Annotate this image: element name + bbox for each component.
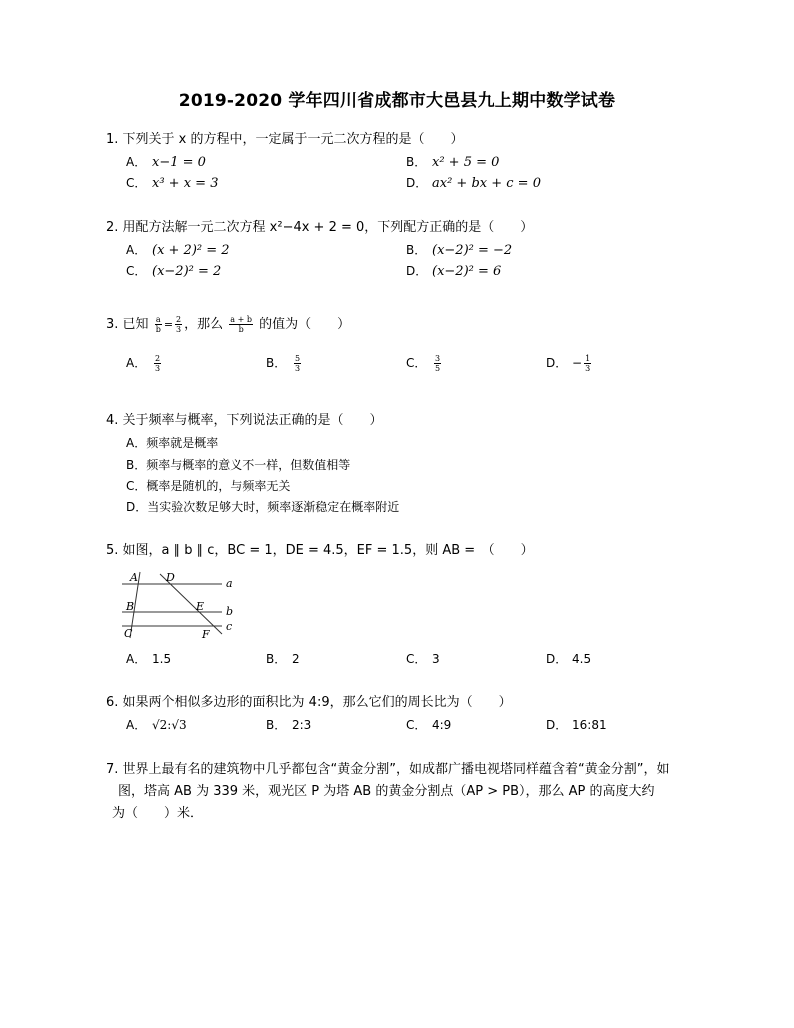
parallel-lines-figure: [118, 568, 248, 644]
question-4-option-c: C．概率是随机的，与频率无关: [126, 479, 291, 493]
question-3-option-b: B． $\frac{5}{3}$: [266, 354, 301, 373]
question-2-option-c: C． (x−2)² = 2: [126, 264, 222, 279]
question-7-stem: [106, 759, 706, 825]
question-7-line-1: 7. 世界上最有名的建筑物中几乎都包含“黄金分割”，如成都广播电视塔同样蕴含着“黄金分割”，如: [106, 762, 670, 777]
question-1-option-c: C． x³ + x = 3: [126, 176, 219, 191]
label-a: a: [226, 577, 233, 590]
label-C: C: [124, 627, 133, 640]
question-1-option-d: D． ax² + bx + c = 0: [406, 176, 541, 191]
label-F: F: [202, 628, 210, 640]
question-3-option-d: D． − $\frac{1}{3}$: [546, 354, 591, 373]
label-B: B: [126, 600, 135, 613]
question-2-stem: 2. 用配方法解一元二次方程 x²−4x + 2 = 0，下列配方正确的是（ ）: [106, 220, 534, 235]
question-4-option-b: B．频率与概率的意义不一样，但数值相等: [126, 458, 351, 472]
question-1-stem: 1. 下列关于 x 的方程中，一定属于一元二次方程的是（ ）: [106, 132, 464, 147]
label-c: c: [226, 620, 233, 633]
question-5-option-a: A． 1.5: [126, 652, 172, 666]
question-5-option-d: D． 4.5: [546, 652, 592, 666]
question-6-option-a: A． √2:√3: [126, 718, 187, 732]
question-6-option-b: B． 2:3: [266, 718, 312, 732]
parallel-lines-diagram: [118, 568, 248, 640]
question-1-option-b: B． x² + 5 = 0: [406, 155, 500, 170]
label-D: D: [166, 571, 175, 584]
label-A: A: [130, 571, 138, 584]
question-7-line-2: 图，塔高 AB 为 339 米，观光区 P 为塔 AB 的黄金分割点（AP > PB），那么 AP 的高度大约: [118, 784, 655, 799]
question-3-option-c: C． $\frac{3}{5}$: [406, 354, 441, 373]
question-4-stem: 4. 关于频率与概率，下列说法正确的是（ ）: [106, 413, 383, 428]
question-4-option-d: D．当实验次数足够大时，频率逐渐稳定在概率附近: [126, 500, 400, 514]
question-5-stem: 5. 如图，a ∥ b ∥ c，BC = 1，DE = 4.5，EF = 1.5，则 AB = （ ）: [106, 543, 534, 558]
question-7-line-3: 为（ ）米．: [112, 806, 204, 821]
question-5-option-c: C． 3: [406, 652, 440, 666]
question-4-option-a: A．频率就是概率: [126, 436, 219, 450]
given-fraction-left: $\frac{a}{b}$: [155, 315, 161, 334]
question-5-option-b: B． 2: [266, 652, 300, 666]
question-2-option-b: B． (x−2)² = −2: [406, 243, 513, 258]
question-6-option-d: D． 16:81: [546, 718, 607, 732]
label-b: b: [226, 605, 234, 618]
question-2-option-a: A． (x + 2)² = 2: [126, 243, 230, 258]
asked-fraction: $\frac{a + b}{b}$: [230, 315, 252, 334]
page-title: 2019-2020 学年四川省成都市大邑县九上期中数学试卷: [178, 91, 616, 111]
label-E: E: [196, 600, 205, 613]
question-3-stem: 3. 已知 $\frac{a}{b}$ = $\frac{2}{3}$ ，那么 $\frac{a + b}{b}$ 的值为（ ）: [106, 315, 351, 334]
question-6-option-c: C． 4:9: [406, 718, 452, 732]
question-3-option-a: A． $\frac{2}{3}$: [126, 354, 161, 373]
question-1-option-a: A． x−1 = 0: [126, 155, 206, 170]
question-2-option-d: D． (x−2)² = 6: [406, 264, 502, 279]
given-fraction-right: $\frac{2}{3}$: [176, 315, 182, 334]
question-6-stem: 6. 如果两个相似多边形的面积比为 4:9，那么它们的周长比为（ ）: [106, 695, 512, 710]
